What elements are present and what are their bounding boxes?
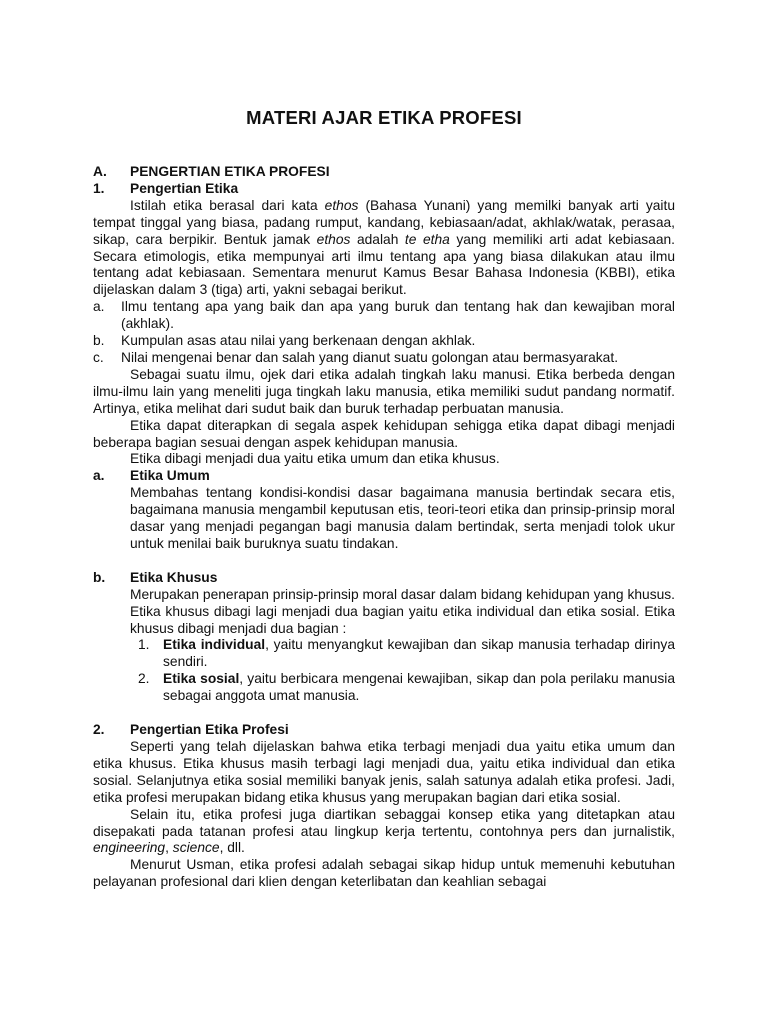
text-run: (Bahasa Yunani) yang memilki banyak arti yaitu tempat tinggal yang biasa, padang rumput, kandang, kebiasaan/adat, akhlak/watak, perasaa, sikap, cara berpikir. Bentuk jamak [93, 197, 675, 247]
paragraph-etika-profesi-1: Seperti yang telah dijelaskan bahwa etika terbagi menjadi dua yaitu etika umum dan etika khusus. Etika khusus masih terbagi lagi menjadi dua, yaitu etika individual dan etika sosial. Selanjutnya etika sosial memiliki banyak jenis, salah satunya adalah etika profesi. Jadi, etika profesi merupakan bidang etika khusus yang merupakan bagian dari etika sosial. [93, 739, 675, 805]
italic-term: te etha [404, 231, 450, 247]
text-run: Selain itu, etika profesi juga diartikan sebaggai konsep etika yang ditetapkan atau disepakati pada tatanan profesi atau lingkup kerja tertentu, contohnya pers dan jurnalistik, [93, 806, 675, 839]
subsection-2-marker: 2. [93, 722, 105, 738]
section-a-heading [93, 164, 675, 181]
text-run: , [165, 840, 173, 856]
list-text: Kumpulan asas atau nilai yang berkenaan dengan akhlak. [121, 333, 476, 349]
section-a-title: PENGERTIAN ETIKA PROFESI [130, 164, 330, 179]
text-run: yang memiliki arti adat kebiasaan. Secara etimologis, etika mempunyai arti ilmu tentang apa yang biasa dilakukan atau ilmu tentang adat kebiasaan. Sementara menurut Kamus Besar Bahasa Indonesia (KBBI), etika dijelaskan dalam 3 (tiga) arti, yakni sebagai berikut. [93, 231, 675, 298]
spacer [93, 705, 675, 722]
paragraph-etika-aspek: Etika dapat diterapkan di segala aspek kehidupan sehigga etika dapat dibagi menjadi beberapa bagian sesuai dengan aspek kehidupan manusia. [93, 417, 675, 450]
list-item-a [93, 299, 675, 333]
list-text: Ilmu tentang apa yang baik dan apa yang buruk dan tentang hak dan kewajiban moral (akhlak). [121, 299, 675, 332]
list-marker: a. [93, 299, 105, 315]
paragraph-etika-ilmu: Sebagai suatu ilmu, ojek dari etika adalah tingkah laku manusi. Etika berbeda dengan ilmu-ilmu lain yang meneliti juga tingkah laku manusia, etika memiliki sudut pandang normatif. Artinya, etika melihat dari sudut baik dan buruk terhadap perbuatan manusia. [93, 366, 675, 416]
list-marker: 2. [138, 671, 150, 687]
etika-umum-title: Etika Umum [130, 468, 210, 484]
etika-khusus-item-2 [93, 671, 675, 705]
text-run: , yaitu berbicara mengenai kewajiban, sikap dan pola perilaku manusia sebagai anggota umat manusia. [163, 671, 675, 704]
list-text [163, 671, 675, 705]
italic-term: science [172, 840, 220, 856]
document-body [93, 164, 675, 891]
etika-khusus-item-1 [93, 637, 675, 671]
italic-term: engineering [93, 840, 166, 856]
etika-khusus-marker: b. [93, 569, 106, 585]
list-item-c [93, 350, 675, 367]
subsection-2-title: Pengertian Etika Profesi [130, 722, 289, 738]
text-run: Istilah etika berasal dari kata [130, 197, 325, 213]
text-run: , dll. [219, 840, 245, 856]
list-item-b [93, 333, 675, 350]
etika-khusus-text: Merupakan penerapan prinsip-prinsip moral dasar dalam bidang kehidupan yang khusus. Etika khusus dibagi lagi menjadi dua bagian yaitu etika individual dan etika sosial. Etika khusus dibagi menjadi dua bagian : [130, 586, 675, 636]
italic-term: ethos [316, 231, 351, 247]
paragraph-etika-definition [93, 198, 675, 299]
paragraph-etika-profesi-2 [93, 807, 675, 858]
etika-umum-text: Membahas tentang kondisi-kondisi dasar bagaimana manusia bertindak secara etis, bagaimana manusia mengambil keputusan etis, teori-teori etika dan prinsip-prinsip moral dasar yang menjadi pegangan bagi manusia dalam bertindak, serta menjadi tolok ukur untuk menilai baik buruknya suatu tindakan. [130, 485, 675, 551]
subsection-1-title: Pengertian Etika [130, 180, 239, 196]
list-marker: 1. [138, 637, 150, 653]
bold-term: Etika individual [163, 637, 266, 653]
text-run: , yaitu menyangkut kewajiban dan sikap manusia terhadap dirinya sendiri. [163, 637, 675, 670]
etika-umum-heading [93, 468, 675, 485]
paragraph-etika-dibagi: Etika dibagi menjadi dua yaitu etika umum dan etika khusus. [130, 451, 500, 467]
list-marker: b. [93, 333, 105, 349]
spacer [93, 553, 675, 570]
list-text [163, 637, 675, 671]
subsection-2-heading [93, 722, 675, 739]
etika-khusus-title: Etika Khusus [130, 569, 218, 585]
etika-khusus-heading [93, 570, 675, 587]
section-a-marker: A. [93, 164, 107, 179]
list-text: Nilai mengenai benar dan salah yang dianut suatu golongan atau bermasyarakat. [121, 349, 619, 365]
text-run: adalah [350, 231, 405, 247]
etika-umum-marker: a. [93, 468, 105, 484]
italic-term: ethos [324, 197, 359, 213]
bold-term: Etika sosial [163, 671, 240, 687]
document-title: MATERI AJAR ETIKA PROFESI [246, 107, 522, 128]
paragraph-etika-profesi-3: Menurut Usman, etika profesi adalah sebagai sikap hidup untuk memenuhi kebutuhan pelayanan profesional dari klien dengan keterlibatan dan keahlian sebagai [93, 857, 675, 890]
subsection-1-marker: 1. [93, 180, 105, 196]
subsection-1-heading [93, 181, 675, 198]
list-marker: c. [93, 349, 104, 365]
